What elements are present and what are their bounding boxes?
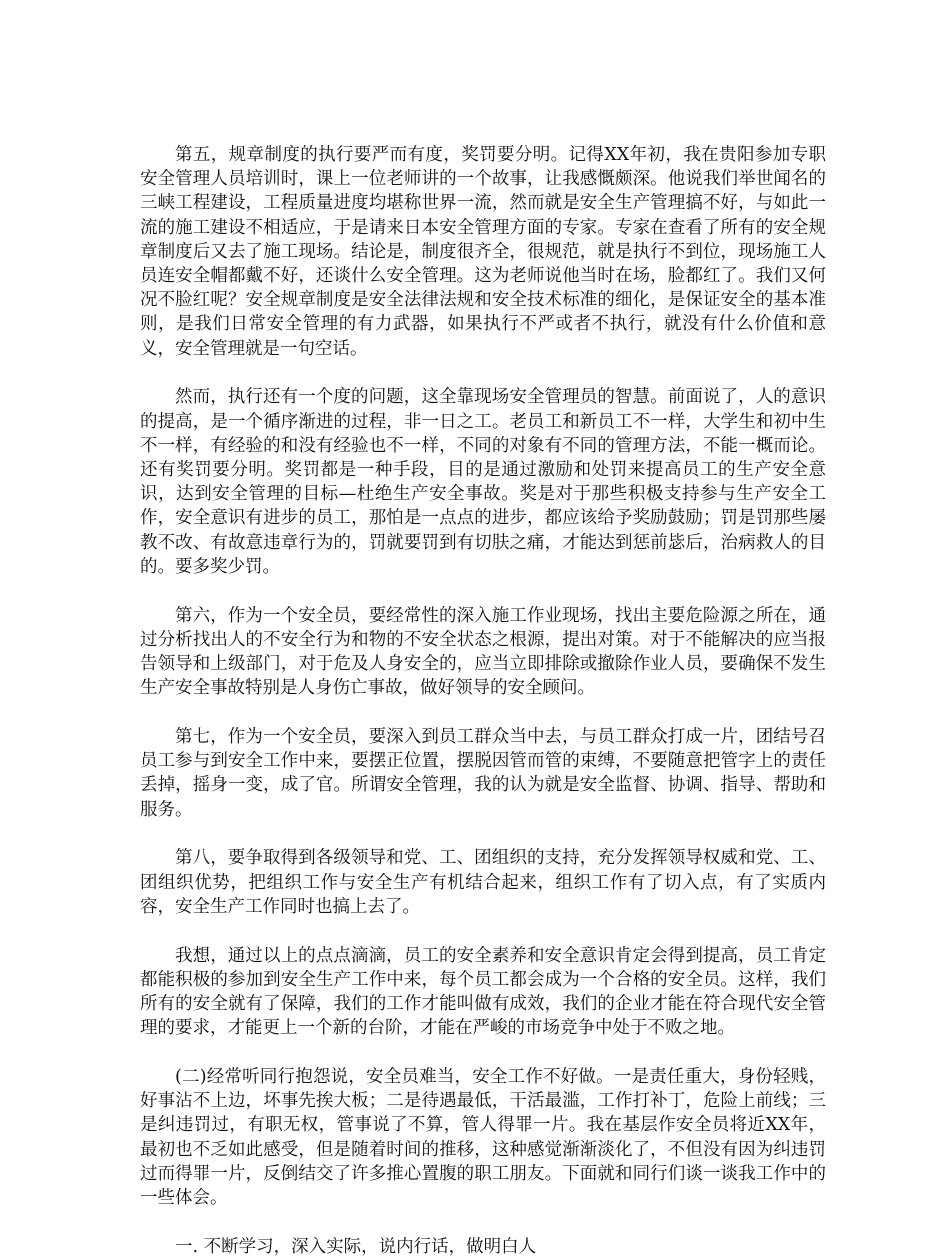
paragraph-worker-engagement: 第七，作为一个安全员，要深入到员工群众当中去，与员工群众打成一片，团结号召员工参与到安全工作中来，要摆正位置，摆脱因管而管的束缚，不要随意把管字上的责任丢掉，摇身一变，成了官。所谓安全管理，我的认为就是安全监督、协调、指导、帮助和服务。 <box>140 727 826 820</box>
document-body <box>140 143 826 1259</box>
paragraph-conclusion: 我想，通过以上的点点滴滴，员工的安全素养和安全意识肯定会得到提高，员工肯定都能积极的参加到安全生产工作中来，每个员工都会成为一个合格的安全员。这样，我们所有的安全就有了保障，我们的工作才能叫做有成效，我们的企业才能在符合现代安全管理的要求，才能更上一个新的台阶，才能在严峻的市场竞争中处于不败之地。 <box>140 945 826 1039</box>
paragraph-reward-punishment: 然而，执行还有一个度的问题，这全靠现场安全管理员的智慧。前面说了，人的意识的提高，是一个循序渐进的过程，非一日之工。老员工和新员工不一样，大学生和初中生不一样，有经验的和没有经验也不一样，不同的对象有不同的管理方法，不能一概而论。还有奖罚要分明。奖罚都是一种手段，目的是通过激励和处罚来提高员工的生产安全意识，达到安全管理的目标—杜绝生产安全事故。奖是对于那些积极支持参与生产安全工作，安全意识有进步的员工，那怕是一点点的进步，都应该给予奖励鼓励；罚是罚那些屡教不改、有故意违章行为的，罚就要罚到有切肤之痛，才能达到惩前毖后，治病救人的目的。要多奖少罚。 <box>140 387 826 577</box>
paragraph-site-inspection: 第六，作为一个安全员，要经常性的深入施工作业现场，找出主要危险源之所在，通过分析找出人的不安全行为和物的不安全状态之根源，提出对策。对于不能解决的应当报告领导和上级部门，对于危及人身安全的，应当立即排除或撤除作业人员，要确保不发生生产安全事故特别是人身伤亡事故，做好领导的安全顾问。 <box>140 605 826 699</box>
paragraph-section-two-intro: (二)经常听同行抱怨说，安全员难当，安全工作不好做。一是责任重大，身份轻贱，好事沾不上边，坏事先挨大板；二是待遇最低，干活最滥，工作打补丁，危险上前线；三是纠违罚过，有职无权，管事说了不算，管人得罪一片。我在基层作安全员将近XX年，最初也不乏如此感受，但是随着时间的推移，这种感觉渐渐淡化了，不但没有因为纠违罚过而得罪一片，反倒结交了许多推心置腹的职工朋友。下面就和同行们谈一谈我工作中的一些体会。 <box>140 1067 826 1209</box>
paragraph-leadership-support: 第八，要争取得到各级领导和党、工、团组织的支持，充分发挥领导权威和党、工、团组织优势，把组织工作与安全生产有机结合起来，组织工作有了切入点，有了实质内容，安全生产工作同时也搞上去了。 <box>140 848 826 917</box>
section-heading: 一. 不断学习，深入实际，说内行话，做明白人 <box>175 1236 537 1257</box>
paragraph-rule-enforcement: 第五，规章制度的执行要严而有度，奖罚要分明。记得XX年初，我在贵阳参加专职安全管理人员培训时，课上一位老师讲的一个故事，让我感慨颇深。他说我们举世闻名的三峡工程建设，工程质量进度均堪称世界一流，然而就是安全生产管理搞不好，与如此一流的施工建设不相适应，于是请来日本安全管理方面的专家。专家在查看了所有的安全规章制度后又去了施工现场。结论是，制度很齐全，很规范，就是执行不到位，现场施工人员连安全帽都戴不好，还谈什么安全管理。这为老师说他当时在场，脸都红了。我们又何况不脸红呢？安全规章制度是安全法律法规和安全技术标准的细化，是保证安全的基本准则，是我们日常安全管理的有力武器，如果执行不严或者不执行，就没有什么价值和意义，安全管理就是一句空话。 <box>140 145 826 359</box>
